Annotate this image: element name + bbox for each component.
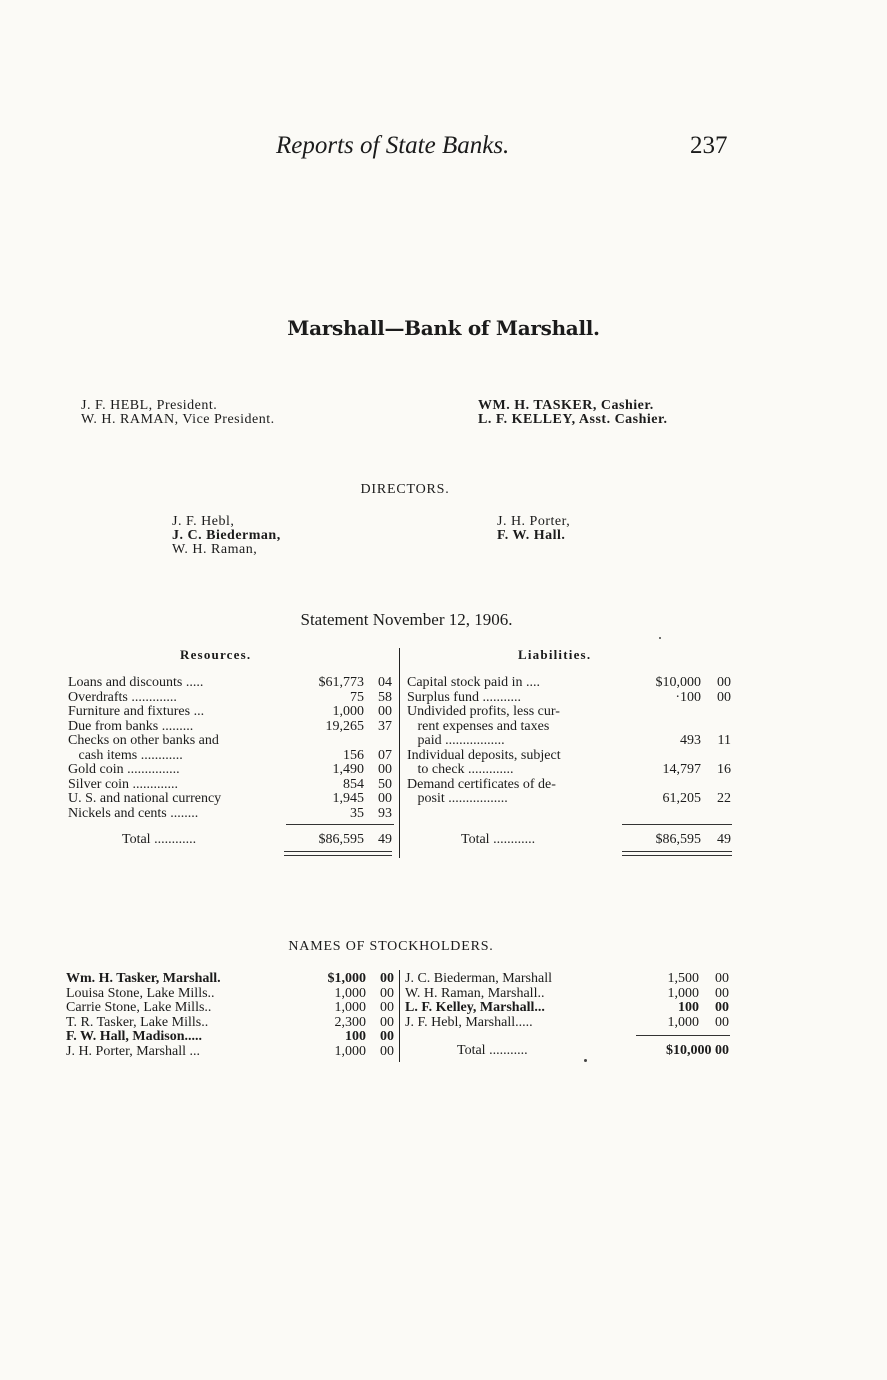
row-dollars: 1,490 [332,762,364,777]
table-row [68,778,394,793]
table-row [66,972,396,987]
table-row [407,734,733,749]
stockholders-right-list [405,972,731,1030]
table-row [407,749,733,764]
stockholders-left-list [66,972,396,1059]
stockholders-sum-rule [636,1035,730,1036]
row-dollars: 19,265 [325,718,364,734]
row-cents: 00 [715,985,729,1001]
liabilities-table [407,676,733,807]
row-label: rent expenses and taxes [407,718,550,734]
row-dollars: $61,773 [318,675,364,690]
row-label: Individual deposits, subject [407,747,561,763]
table-row [407,705,733,720]
row-label: Due from banks ......... [68,718,194,734]
row-label: F. W. Hall, Madison..... [66,1029,203,1044]
liabilities-heading: Liabilities. [518,647,592,662]
row-dollars: $1,000 [327,971,366,986]
officer-asst-cashier: L. F. KELLEY, Asst. Cashier. [478,412,668,427]
table-row [405,987,731,1002]
row-label: L. F. Kelley, Marshall... [405,1000,545,1015]
table-row [68,734,394,749]
resources-double-rule [284,851,392,856]
resources-total-label: Total ............ [122,832,197,847]
row-dollars: 1,000 [334,1043,366,1059]
stockholders-total-amount: $10,000 00 [666,1043,729,1058]
row-cents: 00 [715,1000,729,1015]
row-cents: 00 [380,1029,394,1044]
statement-title: Statement November 12, 1906. [300,610,513,629]
bank-title: Marshall—Bank of Marshall. [287,316,600,340]
table-row [68,807,394,822]
row-cents: 00 [380,985,394,1001]
row-cents: 50 [378,776,392,792]
table-row [66,1001,396,1016]
officer-cashier: WM. H. TASKER, Cashier. [478,398,654,413]
liabilities-total-dollars: $86,595 [655,832,701,847]
row-label: Overdrafts ............. [68,689,177,705]
row-cents: 00 [380,971,394,986]
table-row [405,972,731,987]
row-dollars: 493 [680,733,701,748]
row-label: Wm. H. Tasker, Marshall. [66,971,221,986]
stockholders-total-label: Total ........... [457,1043,528,1058]
stockholders-heading: NAMES OF STOCKHOLDERS. [288,939,494,954]
row-dollars: 100 [345,1029,366,1044]
table-row [407,720,733,735]
row-cents: 07 [378,747,392,763]
officer-president: J. F. HEBL, President. [81,398,218,413]
row-dollars: 61,205 [662,791,701,806]
table-row [68,705,394,720]
row-label: W. H. Raman, Marshall.. [405,985,545,1001]
director-name: J. C. Biederman, [172,528,281,543]
row-cents: 00 [717,675,731,690]
row-dollars: 35 [350,805,364,821]
row-dollars: 2,300 [334,1014,366,1030]
table-row [66,1045,396,1060]
row-dollars: 156 [343,747,364,763]
table-row [68,792,394,807]
row-label: paid ................. [407,733,505,748]
row-cents: 04 [378,675,392,690]
row-label: J. F. Hebl, Marshall..... [405,1014,533,1030]
row-cents: 11 [717,733,731,748]
row-label: Nickels and cents ........ [68,805,199,821]
running-title: Reports of State Banks. [276,132,510,159]
row-cents: 58 [378,689,392,705]
row-cents: 00 [380,1000,394,1015]
print-speck [584,1059,587,1062]
row-cents: 00 [715,971,729,986]
table-row [66,1030,396,1045]
table-row [407,763,733,778]
row-label: Carrie Stone, Lake Mills.. [66,1000,212,1015]
table-row [68,720,394,735]
row-label: Silver coin ............. [68,776,179,792]
row-dollars: 1,000 [667,985,699,1001]
row-label: Checks on other banks and [68,733,219,748]
row-dollars: 1,945 [332,791,364,806]
row-label: Louisa Stone, Lake Mills.. [66,985,215,1001]
row-label: Gold coin ............... [68,762,180,777]
stockholders-divider [399,970,400,1062]
row-label: J. H. Porter, Marshall ... [66,1043,200,1059]
row-dollars: 1,000 [334,1000,366,1015]
table-row [68,691,394,706]
liabilities-total-cents: 49 [717,832,731,847]
director-name: J. F. Hebl, [172,514,235,529]
liabilities-total-row [407,833,733,848]
row-dollars: 14,797 [662,762,701,777]
row-cents: 16 [717,762,731,777]
row-label: Capital stock paid in .... [407,675,540,690]
row-cents: 00 [715,1014,729,1030]
table-row [66,1016,396,1031]
director-name: J. H. Porter, [497,514,571,529]
table-row [407,676,733,691]
row-label: J. C. Biederman, Marshall [405,971,552,986]
row-cents: 00 [717,689,731,705]
row-cents: 00 [380,1014,394,1030]
row-label: Loans and discounts ..... [68,675,204,690]
liabilities-sum-rule [622,824,732,825]
director-name: F. W. Hall. [497,528,566,543]
row-dollars: 1,000 [667,1014,699,1030]
table-row [407,778,733,793]
table-row [68,749,394,764]
row-label: posit ................. [407,791,508,806]
row-cents: 22 [717,791,731,806]
row-cents: 93 [378,805,392,821]
table-row [407,691,733,706]
resources-total-cents: 49 [378,832,392,847]
table-row [68,676,394,691]
row-label: U. S. and national currency [68,791,222,806]
row-label: Furniture and fixtures ... [68,704,205,719]
row-label: to check ............. [407,762,514,777]
resources-total-dollars: $86,595 [318,832,364,847]
resources-total-row [68,833,394,848]
page-number: 237 [690,132,728,159]
liabilities-double-rule [622,851,732,856]
row-label: Undivided profits, less cur- [407,704,560,719]
table-row [68,763,394,778]
row-dollars: 1,000 [332,704,364,719]
row-dollars: 100 [678,1000,699,1015]
row-dollars: 75 [350,689,364,705]
row-dollars: 1,000 [334,985,366,1001]
liabilities-total-label: Total ............ [461,832,536,847]
row-cents: 00 [378,762,392,777]
resources-sum-rule [286,824,394,825]
table-row [405,1016,731,1031]
print-speck [659,637,661,639]
directors-heading: DIRECTORS. [360,482,450,497]
row-label: Demand certificates of de- [407,776,556,792]
row-label: Surplus fund ........... [407,689,521,705]
stockholders-total-row [405,1044,731,1059]
table-row [66,987,396,1002]
column-divider [399,648,400,858]
row-cents: 00 [378,791,392,806]
resources-heading: Resources. [180,647,252,662]
row-dollars: $10,000 [655,675,701,690]
row-label: T. R. Tasker, Lake Mills.. [66,1014,209,1030]
director-name: W. H. Raman, [172,542,258,557]
row-dollars: ·100 [675,689,701,705]
officer-vice-president: W. H. RAMAN, Vice President. [81,412,275,427]
row-dollars: 1,500 [667,971,699,986]
row-label: cash items ............ [68,747,183,763]
row-cents: 37 [378,718,392,734]
table-row [405,1001,731,1016]
row-cents: 00 [378,704,392,719]
row-dollars: 854 [343,776,364,792]
resources-table [68,676,394,821]
table-row [407,792,733,807]
row-cents: 00 [380,1043,394,1059]
